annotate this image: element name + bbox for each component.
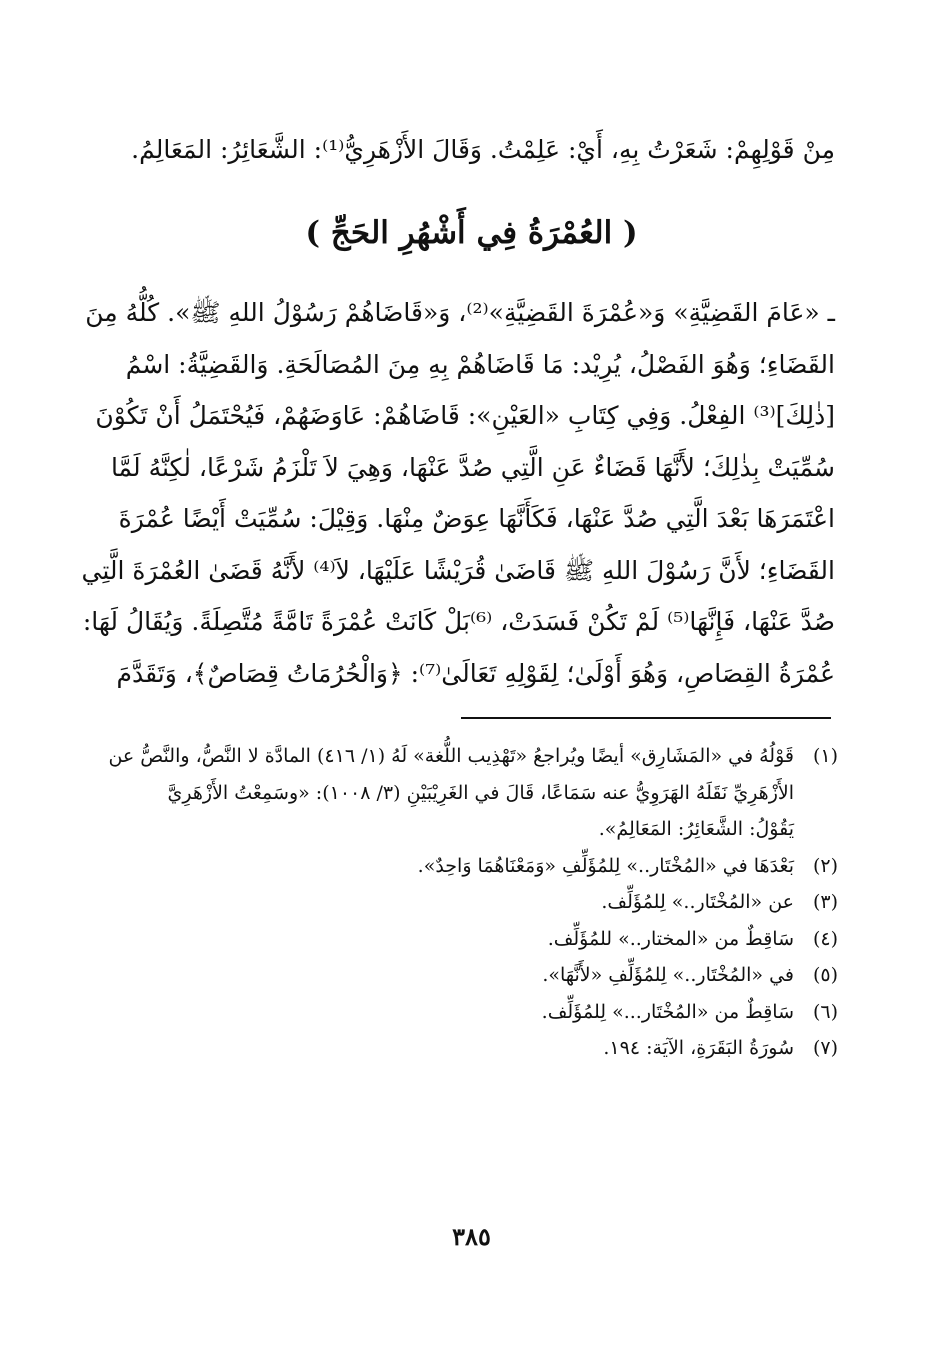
footnote-line: عن «المُخْتَار..» لِلمُؤَلِّف. xyxy=(601,891,794,913)
footnote-6 xyxy=(106,994,838,1031)
footnote-number: (١) xyxy=(812,745,838,767)
footnote-text xyxy=(106,1030,794,1067)
footnote-line: سَاقِطٌ من «المُخْتَار...» لِلمُؤَلِّف. xyxy=(541,1000,794,1023)
intro-paragraph xyxy=(107,124,835,176)
footnote-1 xyxy=(106,738,838,848)
footnote-line: قَوْلُهُ في «المَشَارِق» أيضًا ويُراجعُ «تَهْذِيب اللُّغة» لَهُ (١/ ٤١٦) المادَّة لا النَّصُّ، والنَّصُّ عن xyxy=(108,745,794,767)
footnote-text xyxy=(106,957,794,994)
main-line-5: اعْتَمَرَهَا بَعْدَ الَّتِي صُدَّ عَنْهَا، فَكَأَنَّهَا عِوَضٌ مِنْهَا. وَقِيْلَ: سُمِّيَتْ أَيْضًا عُمْرَةَ xyxy=(118,504,835,533)
footnote-number: (٢) xyxy=(812,854,838,877)
footnote-divider xyxy=(461,717,831,719)
footnote-number: (٣) xyxy=(812,891,838,913)
footnote-line: الأَزْهَرِيِّ نَقَلَهُ الهَرَوِيُّ عنه سَمَاعًا، قَالَ في الغَرِيْبَيْنِ (٣/ ١٠٠٨): «وسَمِعْتُ الأَزْهَرِيَّ xyxy=(167,781,794,804)
page-number: ٣٨٥ xyxy=(452,1222,491,1251)
footnote-number: (٤) xyxy=(812,927,838,950)
footnote-4 xyxy=(106,921,838,958)
main-line-7: صُدَّ عَنْهَا، فَإِنَّهَا⁽⁵⁾ لَمْ تَكُنْ فَسَدَتْ، ⁽⁶⁾بَلْ كَانَتْ عُمْرَةً تَامَّةً مُتَّصِلَةً. وَيُقَالُ لَهَا: xyxy=(82,607,835,636)
footnote-line: سَاقِطٌ من «المختار..» للمُؤَلِّف. xyxy=(547,927,794,950)
main-line-4: سُمِّيَتْ بِذٰلِكَ؛ لأَنَّهَا قَضَاءٌ عَنِ الَّتِي صُدَّ عَنْهَا، وَهِيَ لاَ تَلْزَمُ شَرْعًا، لٰكِنَّهُ لَمَّا xyxy=(110,452,835,482)
footnote-3 xyxy=(106,884,838,921)
footnote-line: يَقُوْلُ: الشَّعَائِرُ: المَعَالِمُ». xyxy=(598,818,794,840)
main-paragraph xyxy=(81,287,835,699)
main-line-6: القَضَاءِ؛ لأَنَّ رَسُوْلَ اللهِ ﷺ قَاضَىٰ قُرَيْشًا عَلَيْهَا، لاَ⁽⁴⁾ لأَنَّهُ قَضَىٰ العُمْرَةَ الَّتِي xyxy=(81,555,835,585)
footnote-line: بَعْدَهَا في «المُخْتَار..» لِلمُؤَلِّفِ «وَمَعْنَاهُمَا وَاحِدٌ». xyxy=(417,854,794,877)
footnote-5 xyxy=(106,957,838,994)
section-heading: ( العُمْرَةُ فِي أَشْهُرِ الحَجِّ ) xyxy=(305,215,638,251)
footnote-number: (٥) xyxy=(812,964,838,986)
footnote-7 xyxy=(106,1030,838,1067)
footnote-number: (٦) xyxy=(812,1000,838,1023)
footnote-line: في «المُخْتَار..» لِلمُؤَلِّفِ «لأَنَّهَا». xyxy=(542,964,794,986)
footnote-text xyxy=(106,921,794,958)
footnote-2 xyxy=(106,848,838,885)
main-line-2: القَضَاءِ؛ وَهُوَ الفَصْلُ، يُرِيْد: مَا قَاضَاهُمْ بِهِ مِنَ المُصَالَحَةِ. وَالقَضِيَّةُ: اسْمُ xyxy=(125,349,835,379)
footnote-text xyxy=(106,848,794,885)
main-line-8: عُمْرَةُ القِصَاصِ، وَهُوَ أَوْلَىٰ؛ لِقَوْلِهِ تَعَالَىٰ⁽⁷⁾: ﴿وَالْحُرُمَاتُ قِصَاصٌ﴾، وَتَقَدَّمَ xyxy=(116,658,835,688)
footnotes xyxy=(106,738,838,1067)
main-line-3: [ذٰلِكَ]⁽³⁾ الفِعْلُ. وَفِي كِتَابِ «العَيْنِ»: قَاضَاهُمْ: عَاوَضَهُمْ، فَيُحْتَمَلُ أَنْ تَكُوْنَ xyxy=(95,401,835,430)
footnote-text xyxy=(106,738,794,848)
main-line-1: ـ «عَامَ القَضِيَّةِ» وَ«عُمْرَةَ القَضِيَّةِ»⁽²⁾، وَ«قَاضَاهُمْ رَسُوْلُ اللهِ ﷺ». كُلُّهُ مِنَ xyxy=(85,298,835,327)
footnote-number: (٧) xyxy=(812,1037,838,1059)
footnote-text xyxy=(106,884,794,921)
footnote-line: سُورَةُ البَقَرَةِ، الآيَة: ١٩٤. xyxy=(603,1037,794,1059)
footnote-text xyxy=(106,994,794,1031)
intro-line: مِنْ قَوْلِهِمْ: شَعَرْتُ بِهِ، أَيْ: عَلِمْتُ. وَقَالَ الأَزْهَرِيُّ⁽¹⁾: الشَّعَائِرُ: المَعَالِمُ. xyxy=(131,135,835,164)
